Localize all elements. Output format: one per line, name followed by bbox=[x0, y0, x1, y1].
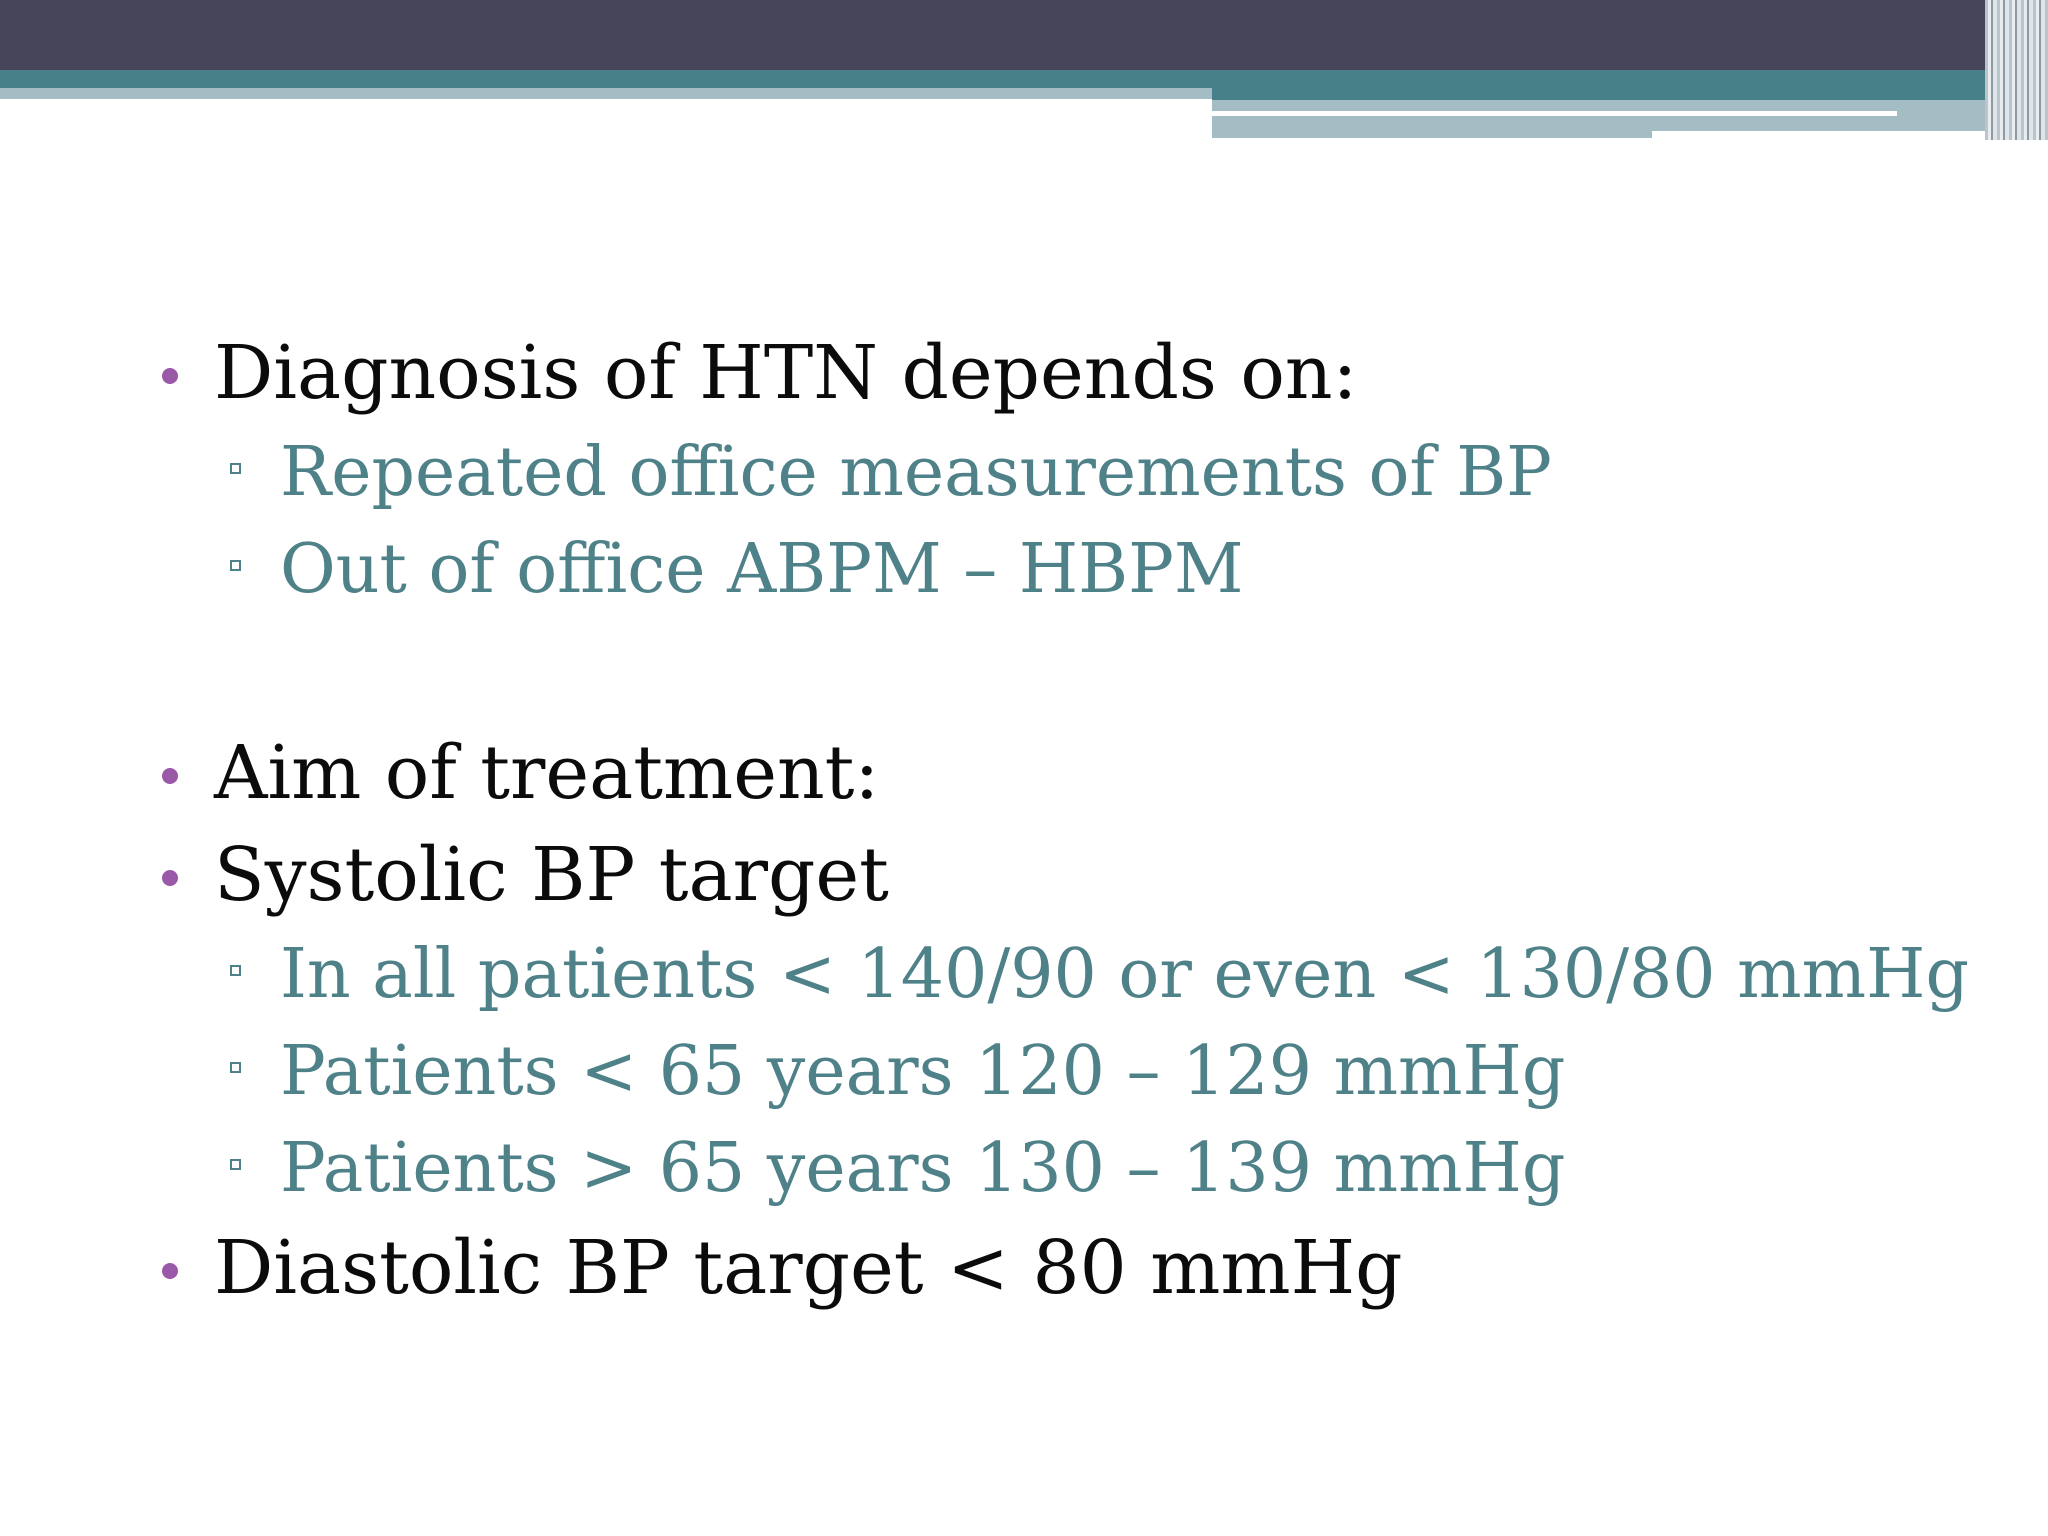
bullet-item-systolic bbox=[150, 824, 2000, 926]
bullet-dot-icon bbox=[162, 1263, 178, 1279]
sub-bullet-text: Patients > 65 years 130 – 139 mmHg bbox=[280, 1129, 1566, 1208]
header-white-block bbox=[1652, 131, 1997, 141]
header-white-line bbox=[1212, 111, 1897, 116]
bullet-text: Diastolic BP target < 80 mmHg bbox=[214, 1225, 1403, 1311]
square-bullet-icon bbox=[230, 965, 241, 976]
square-bullet-icon bbox=[230, 1062, 241, 1073]
header-teal-band-right bbox=[1212, 88, 2048, 100]
sub-bullet-item-under-65 bbox=[150, 1023, 2000, 1120]
square-bullet-icon bbox=[230, 463, 241, 474]
bullet-dot-icon bbox=[162, 368, 178, 384]
sub-bullet-item-over-65 bbox=[150, 1120, 2000, 1217]
square-bullet-icon bbox=[230, 560, 241, 571]
sub-bullet-item-office bbox=[150, 424, 2000, 521]
header-dark-band bbox=[0, 0, 2048, 70]
bullet-text: Diagnosis of HTN depends on: bbox=[214, 330, 1358, 416]
bullet-text: Systolic BP target bbox=[214, 832, 889, 918]
sub-bullet-text: Repeated office measurements of BP bbox=[280, 433, 1552, 512]
header-light-band-left bbox=[0, 88, 1212, 99]
sub-bullet-item-out-of-office bbox=[150, 521, 2000, 618]
sub-bullet-item-all-patients bbox=[150, 926, 2000, 1023]
bullet-list bbox=[150, 322, 2000, 1319]
header-teal-band bbox=[0, 70, 2048, 88]
header-vertical-lines bbox=[1985, 0, 2048, 140]
sub-bullet-text: Patients < 65 years 120 – 129 mmHg bbox=[280, 1032, 1566, 1111]
bullet-text: Aim of treatment: bbox=[214, 730, 880, 816]
bullet-dot-icon bbox=[162, 870, 178, 886]
square-bullet-icon bbox=[230, 1159, 241, 1170]
sub-bullet-text: In all patients < 140/90 or even < 130/80 mmHg bbox=[280, 935, 1969, 1014]
sub-bullet-text: Out of office ABPM – HBPM bbox=[280, 530, 1244, 609]
bullet-item-diagnosis bbox=[150, 322, 2000, 424]
bullet-item-aim bbox=[150, 722, 2000, 824]
spacer bbox=[150, 618, 2000, 722]
bullet-item-diastolic bbox=[150, 1217, 2000, 1319]
bullet-dot-icon bbox=[162, 768, 178, 784]
